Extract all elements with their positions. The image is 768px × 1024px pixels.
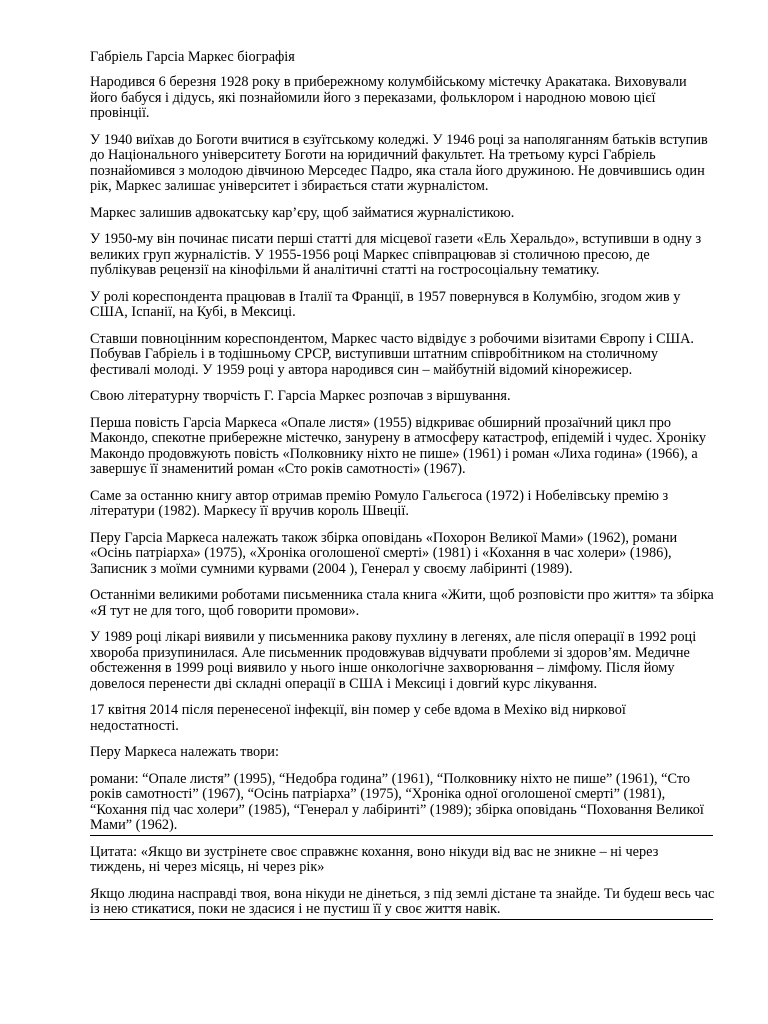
document-title: Габріель Гарсіа Маркес біографія xyxy=(90,49,295,65)
paragraph-awards: Саме за останню книгу автор отримав премію Ромуло Гальєгоса (1972) і Нобелівську премію з літератури (1982). Маркесу її вручив король Швеції. xyxy=(90,487,669,519)
horizontal-rule xyxy=(90,835,713,836)
paragraph-journalism: У 1950-му він починає писати перші статті для місцевої газети «Ель Херальдо», вступивши в одну з великих груп журналістів. У 1955-1956 році Маркес співпрацював зі столичною пресою, де публікував рецензії на кінофільми й аналітичні статті на гостросоціальну тематику. xyxy=(90,231,702,278)
paragraph-career-change: Маркес залишив адвокатську кар’єру, щоб займатися журналістикою. xyxy=(90,204,515,221)
paragraph-macondo: Перша повість Гарсіа Маркеса «Опале листя» (1955) відкриває обширний прозаїчний цикл про Макондо, спекотне прибережне містечко, занурену в атмосферу катастроф, епідемій і чудес. Хроніку Макондо продовжують повість «Полковнику ніхто не пише» (1961) і роман «Лиха година» (1966), а завершує її знаменитий роман «Сто років самотності» (1967). xyxy=(90,414,707,477)
paragraph-poetry: Свою літературну творчість Г. Гарсіа Маркес розпочав з віршування. xyxy=(90,388,511,404)
paragraph-travels: Ставши повноцінним кореспондентом, Маркес часто відвідує з робочими візитами Європу і США. Побував Габріель і в тодішньому СРСР, виступивши штатним співробітником на столичному фестивалі молоді. У 1959 році у автора народився син – майбутній відомий кінорежисер. xyxy=(90,330,695,378)
paragraph-birth: Народився 6 березня 1928 року в прибережному колумбійському містечку Аракатака. Виховували його бабуся і дідусь, які познайомили його з переказами, фольклором і народною мовою цієї провінції. xyxy=(90,74,687,121)
paragraph-education: У 1940 виїхав до Боготи вчитися в єзуїтському коледжі. У 1946 році за наполяганням батьків вступив до Національного університету Боготи на юридичний факультет. На третьому курсі Габріель познайомився з молодою дівчиною Мерседес Падро, яка стала його дружиною. Не довчившись один рік, Маркес залишає університет і збирається стати журналістом. xyxy=(90,131,708,194)
quote-paragraph: Цитата: «Якщо ви зустрінете своє справжнє кохання, воно нікуди від вас не зникне – ні через тиждень, ні через місяць, ні через рік» xyxy=(90,843,659,875)
horizontal-rule-bottom xyxy=(90,919,713,920)
paragraph-last-works: Останніми великими роботами письменника стала книга «Жити, щоб розповісти про життя» та збірка «Я тут не для того, щоб говорити промови». xyxy=(90,587,714,619)
document-page xyxy=(90,49,715,929)
paragraph-death: 17 квітня 2014 після перенесеної інфекції, він помер у себе вдома в Мехіко від ниркової недостатності. xyxy=(90,702,626,734)
paragraph-works-list: романи: “Опале листя” (1995), “Недобра година” (1961), “Полковнику ніхто не пише” (1961), “Сто років самотності” (1967), “Осінь патріарха” (1975), “Хроніка одної оголошеної смерті” (1981), “Кохання під час холери” (1985), “Генерал у лабіринті” (1989); збірка оповідань “Поховання Великої Мами” (1962). xyxy=(90,770,704,833)
paragraph-illness: У 1989 році лікарі виявили у письменника ракову пухлину в легенях, але після операції в 1992 році хвороба призупинилася. Але письменник продовжував відчувати проблеми зі здоров’ям. Медичне обстеження в 1999 році виявило у нього інше онкологічне захворювання – лімфому. Після йому довелося перенести дві складні операції в США і Мексиці і довгий курс лікування. xyxy=(90,629,697,692)
closing-paragraph: Якщо людина насправді твоя, вона нікуди не дінеться, з під землі дістане та знайде. Ти будеш весь час із нею стикатися, поки не здасися і не пустиш її у своє життя навік. xyxy=(90,885,715,917)
paragraph-works-heading: Перу Маркеса належать твори: xyxy=(90,744,279,760)
paragraph-correspondent: У ролі кореспондента працював в Італії та Франції, в 1957 повернувся в Колумбію, згодом жив у США, Іспанії, на Кубі, в Мексиці. xyxy=(90,288,681,320)
paragraph-works: Перу Гарсіа Маркеса належать також збірка оповідань «Похорон Великої Мами» (1962), романи «Осінь патріарха» (1975), «Хроніка оголошеної смерті» (1981) і «Кохання в час холери» (1986), Записник з моїми сумними курвами (2004 ), Генерал у своєму лабіринті (1989). xyxy=(90,529,678,577)
